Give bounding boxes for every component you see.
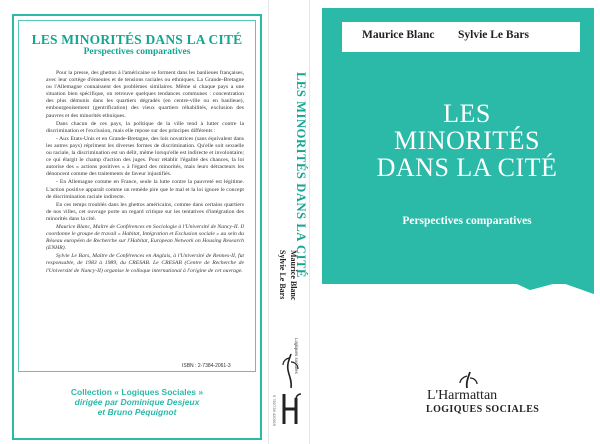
back-cover-blurb: [46, 70, 244, 362]
isbn: ISBN : 2-7384-2061-3: [182, 363, 231, 369]
blurb-paragraph: En ces temps troublés dans les ghettos américains, comme dans certains quartiers de nos villes, cet ouvrage porte un regard critique sur les tentatives d'intégration des minorités dans la cité.: [46, 201, 244, 222]
back-cover-title: LES MINORITÉS DANS LA CITÉ: [31, 32, 243, 47]
collection-director-2: et Bruno Péquignot: [97, 407, 177, 417]
blurb-paragraph: Pour la presse, des ghettos à l'américaine se forment dans les banlieues françaises, avec leur cortège d'émeutes et de tensions raciales ou ethniques. La Grande-Bretagne ou l'Allemagne connaissent des problèmes similaires. Même si chaque pays a une situation bien spécifique, on retrouve quelques tendances communes : concentration des plus démunis dans les quartiers dégradés (en centre-ville ou en banlieue), embourgeoisement (gentrification) des vieux quartiers réhabilités, exclusion des pauvres et des minorités ethniques.: [46, 70, 244, 119]
collection-director-1: dirigée par Dominique Desjeux: [74, 397, 200, 407]
author-bio-le-bars: Sylvie Le Bars, Maître de Conférences en Anglais, à l'Université de Rennes-II, fut responsable, de 1983 à 1989, du CRESAB. Le CRESAB (Centre de Recherche de l'Université de Nancy-II) organise le colloque international à l'origine de cet ouvrage.: [46, 253, 244, 274]
front-title-line-1: LES: [443, 99, 491, 128]
front-title: [350, 100, 584, 181]
spine-barcode-number: 9 782738 420619: [272, 395, 277, 427]
spine-title: LES MINORITÉS DANS LA CITÉ: [294, 72, 308, 278]
blurb-paragraph: Dans chacun de ces pays, la politique de la ville tend à lutter contre la discrimination et l'exclusion, mais elle repose sur des principes différents :: [46, 120, 244, 134]
collection-name: Collection « Logiques Sociales »: [70, 387, 204, 397]
front-subtitle: Perspectives comparatives: [402, 215, 532, 227]
publisher-name: L'Harmattan: [427, 388, 498, 403]
author-bio-blanc: Maurice Blanc, Maître de Conférences en Sociologie à l'Université de Nancy-II. Il coordonne le groupe de travail « Habitat, Intégration et Exclusion sociale » au sein du Réseau européen de Recherche sur l'Habitat, European Network on Housing Research (ENHR).: [46, 223, 244, 252]
spine-author-1: Maurice Blanc: [289, 250, 298, 301]
publisher-series: LOGIQUES SOCIALES: [426, 404, 540, 415]
spine-series-label: Logiques sociales: [294, 338, 299, 374]
harmattan-figure-logo-icon: [279, 352, 303, 390]
spine-author-2: Sylvie Le Bars: [278, 250, 287, 300]
front-author-1: Maurice Blanc: [362, 29, 435, 41]
torn-edge-decoration: [310, 230, 600, 310]
harmattan-h-logo-icon: [280, 392, 302, 426]
blurb-paragraph: - En Allemagne comme en France, seule la lutte contre la pauvreté est légitime. L'action positive apparaît comme un remède pire que le mal et la loi ignore le concept de discrimination raciale indirecte.: [46, 179, 244, 200]
blurb-paragraph: - Aux Etats-Unis et en Grande-Bretagne, des lois novatrices (sans équivalent dans les autres pays) répriment les diverses formes de discrimination. Qu'elle soit sexuelle ou raciale, la discrimination est un délit, même lorsqu'elle est indirecte et involontaire; ce qui élargit le champ d'action des juges. Pour rétablir l'égalité des chances, la loi autorise des « actions positives » à l'égard des minorités, mais leurs détracteurs les dénoncent comme des traitements de faveur injustifiés.: [46, 135, 244, 178]
front-title-line-3: DANS LA CITÉ: [376, 153, 558, 182]
front-title-line-2: MINORITÉS: [393, 126, 541, 155]
collection-credit: [20, 387, 254, 417]
spine-authors: [277, 250, 299, 300]
back-cover-subtitle: Perspectives comparatives: [83, 47, 191, 57]
front-author-2: Sylvie Le Bars: [458, 29, 529, 41]
